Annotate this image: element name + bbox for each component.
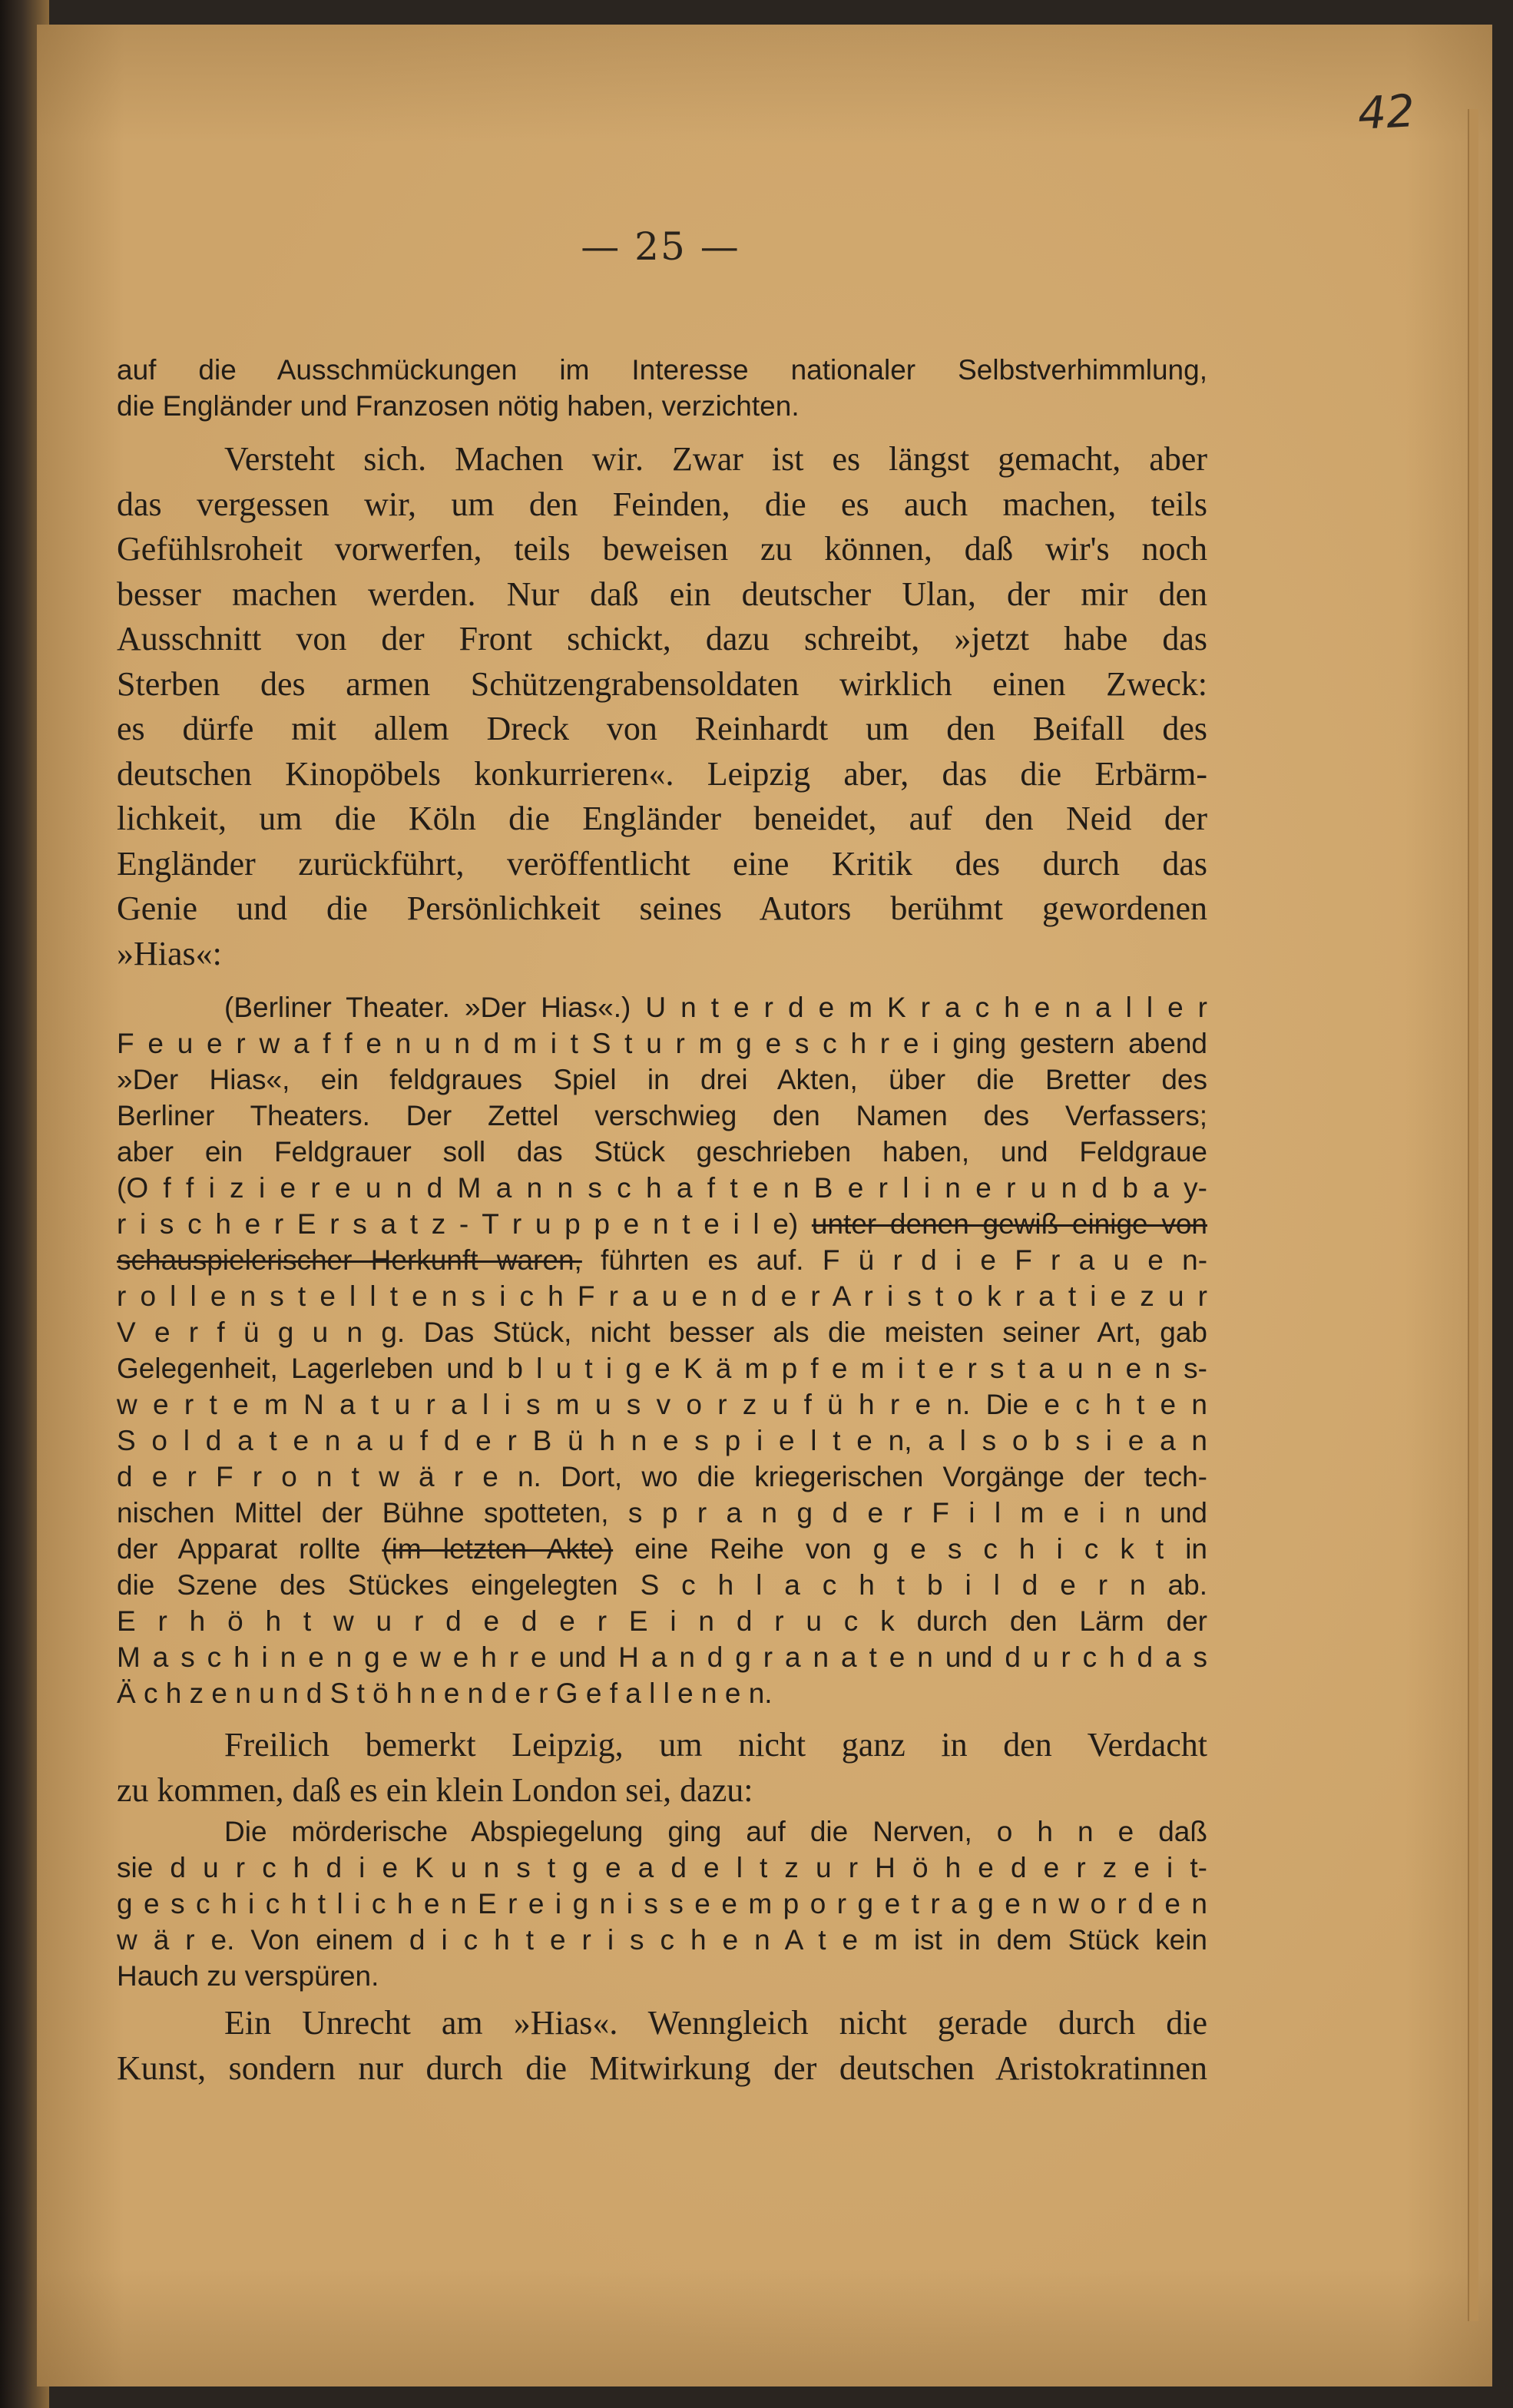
text-line: sie d u r c h d i e K u n s t g e a d e l t z u r H ö h e d e r z e i t- (117, 1852, 1207, 1883)
paragraph-2 (117, 437, 1207, 976)
text-line: g e s c h i c h t l i c h e n E r e i g n i s s e e m p o r g e t r a g e n w o r d e n (117, 1888, 1207, 1919)
text-line: Ä c h z e n u n d S t ö h n e n d e r G e f a l l e n e n. (117, 1678, 773, 1709)
text-line: Versteht sich. Machen wir. Zwar ist es längst gemacht, aber (224, 440, 1207, 478)
page-edge (1468, 109, 1478, 2321)
text-line: Hauch zu verspüren. (117, 1960, 379, 1992)
text-line: Die mörderische Abspiegelung ging auf die Nerven, o h n e daß (224, 1816, 1207, 1847)
text-line: lichkeit, um die Köln die Engländer beneidet, auf den Neid der (117, 800, 1207, 837)
text-line: d e r F r o n t w ä r e n. Dort, wo die kriegerischen Vorgänge der tech- (117, 1461, 1207, 1492)
text-line: aber ein Feldgrauer soll das Stück geschrieben haben, und Feldgraue (117, 1136, 1207, 1168)
paragraph-6 (117, 2001, 1207, 2091)
text-line: das vergessen wir, um den Feinden, die es auch machen, teils (117, 485, 1207, 523)
text-line: (O f f i z i e r e u n d M a n n s c h a f t e n B e r l i n e r u n d b a y- (117, 1172, 1207, 1204)
text-line: Ein Unrecht am »Hias«. Wenngleich nicht gerade durch die (224, 2004, 1207, 2042)
text-line: »Der Hias«, ein feldgraues Spiel in drei Akten, über die Bretter des (117, 1064, 1207, 1095)
page-number: — 25 — (581, 224, 740, 269)
text-line: Engländer zurückführt, veröffentlicht eine Kritik des durch das (117, 844, 1207, 883)
text-line: E r h ö h t w u r d e d e r E i n d r u c k durch den Lärm der (117, 1605, 1207, 1637)
text-line-with-strikethrough: r i s c h e r E r s a t z - T r u p p e n t e i l e) unter denen gewiß einige von (117, 1208, 1207, 1240)
text-line: nischen Mittel der Bühne spotteten, s p r a n g d e r F i l m e i n und (117, 1497, 1207, 1529)
text-line: besser machen werden. Nur daß ein deutscher Ulan, der mir den (117, 575, 1207, 613)
text-line: es dürfe mit allem Dreck von Reinhardt um den Beifall des (117, 710, 1207, 747)
text-line: auf die Ausschmückungen im Interesse nationaler Selbstverhimmlung, (117, 354, 1207, 386)
text-line: w e r t e m N a t u r a l i s m u s v o r z u f ü h r e n. Die e c h t e n (117, 1389, 1207, 1420)
text-line: r o l l e n s t e l l t e n s i c h F r a u e n d e r A r i s t o k r a t i e z u r (117, 1280, 1207, 1312)
paragraph-5-quotation (117, 1813, 1207, 1994)
text-line: w ä r e. Von einem d i c h t e r i s c h e n A t e m ist in dem Stück kein (117, 1924, 1207, 1956)
text-line: F e u e r w a f f e n u n d m i t S t u r m g e s c h r e i ging gestern abend (117, 1028, 1207, 1059)
text-line: Ausschnitt von der Front schickt, dazu schreibt, »jetzt habe das (117, 620, 1207, 657)
text-line: Freilich bemerkt Leipzig, um nicht ganz in den Verdacht (224, 1726, 1207, 1764)
text-line: S o l d a t e n a u f d e r B ü h n e s p i e l t e n, a l s o b s i e a n (117, 1425, 1207, 1456)
struck-text: unter denen gewiß einige von (811, 1208, 1207, 1240)
text-line: Kunst, sondern nur durch die Mitwirkung der deutschen Aristokratinnen (117, 2049, 1207, 2087)
text-line: die Szene des Stückes eingelegten S c h l a c h t b i l d e r n ab. (117, 1569, 1207, 1601)
text-line: (Berliner Theater. »Der Hias«.) U n t e r d e m K r a c h e n a l l e r (224, 992, 1207, 1023)
text-line: Berliner Theaters. Der Zettel verschwieg den Namen des Verfassers; (117, 1100, 1207, 1131)
struck-text: (im letzten Akte) (382, 1533, 614, 1565)
handwritten-folio-number: 42 (1356, 84, 1416, 140)
text-line: Gefühlsroheit vorwerfen, teils beweisen zu können, daß wir's noch (117, 530, 1207, 568)
paragraph-3-quotation (117, 989, 1207, 1711)
text-line: Genie und die Persönlichkeit seines Autors berühmt gewordenen (117, 889, 1207, 927)
text-line: M a s c h i n e n g e w e h r e und H a n d g r a n a t e n und d u r c h d a s (117, 1641, 1207, 1673)
text-line: Gelegenheit, Lagerleben und b l u t i g e K ä m p f e m i t e r s t a u n e n s- (117, 1353, 1207, 1384)
text-line: »Hias«: (117, 934, 222, 972)
text-line: zu kommen, daß es ein klein London sei, dazu: (117, 1770, 753, 1809)
text-line-with-strikethrough: schauspielerischer Herkunft waren, führten es auf. F ü r d i e F r a u e n- (117, 1244, 1208, 1276)
paragraph-4 (117, 1723, 1207, 1813)
paragraph-1 (117, 352, 1207, 424)
text-line-with-strikethrough: der Apparat rollte (im letzten Akte) eine Reihe von g e s c h i c k t in (117, 1533, 1207, 1565)
text-line: deutschen Kinopöbels konkurrieren«. Leipzig aber, das die Erbärm- (117, 754, 1207, 793)
text-line: V e r f ü g u n g. Das Stück, nicht besser als die meisten seiner Art, gab (117, 1317, 1207, 1348)
text-line: Sterben des armen Schützengrabensoldaten wirklich einen Zweck: (117, 664, 1207, 703)
struck-text: schauspielerischer Herkunft waren, (117, 1244, 582, 1276)
text-line: die Engländer und Franzosen nötig haben, verzichten. (117, 390, 800, 422)
